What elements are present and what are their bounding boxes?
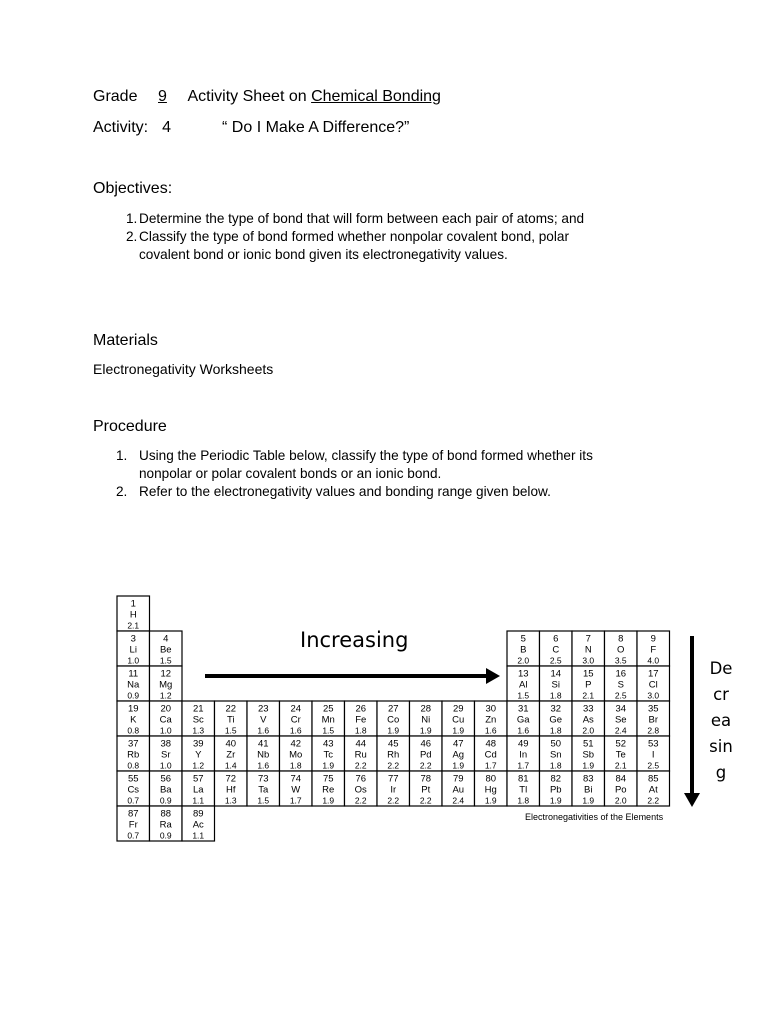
element-cell-zn <box>475 701 508 736</box>
element-number: 19 <box>127 703 139 715</box>
element-symbol: At <box>648 784 658 796</box>
element-symbol: Ru <box>354 749 367 761</box>
element-cell-in <box>507 736 540 771</box>
element-cell-c <box>540 631 573 666</box>
element-electronegativity: 2.2 <box>387 795 400 806</box>
element-cell-mo <box>280 736 313 771</box>
element-symbol: W <box>291 784 301 796</box>
element-cell-sr <box>150 736 183 771</box>
element-cell-as <box>572 701 605 736</box>
element-electronegativity: 1.9 <box>549 795 562 806</box>
element-cell-pb <box>540 771 573 806</box>
element-number: 56 <box>160 773 172 785</box>
element-cell-b <box>507 631 540 666</box>
element-symbol: Fe <box>355 714 367 726</box>
element-symbol: Cd <box>484 749 497 761</box>
element-symbol: K <box>130 714 137 726</box>
element-electronegativity: 1.0 <box>127 655 140 666</box>
element-cell-p <box>572 666 605 701</box>
element-cell-la <box>182 771 215 806</box>
element-number: 32 <box>550 703 562 715</box>
element-electronegativity: 1.8 <box>354 725 367 736</box>
element-number: 45 <box>387 738 399 750</box>
element-number: 35 <box>647 703 659 715</box>
element-symbol: Y <box>195 749 202 761</box>
element-symbol: Ta <box>258 784 269 796</box>
element-cell-hf <box>215 771 248 806</box>
element-symbol: Cl <box>648 679 658 691</box>
element-electronegativity: 2.2 <box>354 760 367 771</box>
element-symbol: Al <box>519 679 528 691</box>
element-symbol: Ni <box>421 714 431 726</box>
element-symbol: Sr <box>161 749 171 761</box>
element-electronegativity: 1.9 <box>484 795 497 806</box>
element-electronegativity: 1.8 <box>549 690 562 701</box>
element-electronegativity: 1.4 <box>224 760 237 771</box>
element-electronegativity: 1.8 <box>517 795 530 806</box>
element-number: 13 <box>517 668 529 680</box>
element-symbol: Rb <box>127 749 140 761</box>
element-cell-ni <box>410 701 443 736</box>
element-electronegativity: 2.1 <box>127 620 140 631</box>
element-electronegativity: 2.1 <box>614 760 627 771</box>
element-symbol: V <box>260 714 267 726</box>
element-electronegativity: 2.2 <box>419 760 432 771</box>
element-electronegativity: 1.9 <box>452 760 465 771</box>
procedure-item-continued: nonpolar or polar covalent bonds or an ionic bond. <box>139 466 442 481</box>
element-cell-o <box>605 631 638 666</box>
element-cell-na <box>117 666 150 701</box>
element-number: 8 <box>618 633 624 645</box>
element-electronegativity: 1.9 <box>419 725 432 736</box>
element-electronegativity: 1.2 <box>192 760 205 771</box>
element-number: 42 <box>290 738 302 750</box>
element-cell-ge <box>540 701 573 736</box>
element-cell-ti <box>215 701 248 736</box>
element-cell-ba <box>150 771 183 806</box>
element-electronegativity: 1.9 <box>322 795 335 806</box>
element-cell-ca <box>150 701 183 736</box>
element-electronegativity: 1.9 <box>322 760 335 771</box>
element-number: 20 <box>160 703 172 715</box>
element-cell-h <box>117 596 150 631</box>
materials-heading: Materials <box>93 332 158 349</box>
element-number: 82 <box>550 773 562 785</box>
element-cell-co <box>377 701 410 736</box>
element-number: 74 <box>290 773 302 785</box>
element-symbol: Br <box>648 714 658 726</box>
element-number: 41 <box>257 738 269 750</box>
element-number: 7 <box>585 633 591 645</box>
element-cell-s <box>605 666 638 701</box>
element-number: 14 <box>550 668 562 680</box>
element-symbol: N <box>584 644 592 656</box>
procedure-item: 1. Using the Periodic Table below, classify the type of bond formed whether its <box>116 448 593 463</box>
element-symbol: Mg <box>159 679 173 691</box>
element-cell-bi <box>572 771 605 806</box>
element-symbol: Cu <box>452 714 465 726</box>
element-number: 87 <box>127 808 139 820</box>
element-number: 43 <box>322 738 334 750</box>
element-cell-ga <box>507 701 540 736</box>
element-symbol: Ra <box>159 819 172 831</box>
element-symbol: Bi <box>584 784 593 796</box>
element-electronegativity: 2.0 <box>582 725 595 736</box>
element-electronegativity: 0.8 <box>127 725 140 736</box>
element-cell-mn <box>312 701 345 736</box>
element-cell-br <box>637 701 670 736</box>
element-cell-ac <box>182 806 215 841</box>
element-cell-cs <box>117 771 150 806</box>
element-number: 78 <box>420 773 432 785</box>
element-symbol: Ge <box>549 714 563 726</box>
element-symbol: Mo <box>289 749 303 761</box>
element-number: 52 <box>615 738 627 750</box>
element-symbol: Li <box>129 644 137 656</box>
element-number: 24 <box>290 703 302 715</box>
element-symbol: Ac <box>192 819 204 831</box>
element-number: 72 <box>225 773 237 785</box>
topic-title: Chemical Bonding <box>311 88 441 105</box>
element-symbol: Se <box>614 714 627 726</box>
element-symbol: La <box>192 784 204 796</box>
element-electronegativity: 2.2 <box>419 795 432 806</box>
element-symbol: Rh <box>387 749 400 761</box>
objective-item-continued: covalent bond or ionic bond given its electronegativity values. <box>139 247 508 262</box>
element-electronegativity: 0.9 <box>159 795 172 806</box>
element-number: 75 <box>322 773 334 785</box>
element-cell-li <box>117 631 150 666</box>
element-cell-te <box>605 736 638 771</box>
element-symbol: Au <box>452 784 465 796</box>
element-number: 84 <box>615 773 627 785</box>
element-number: 1 <box>130 598 136 610</box>
element-symbol: B <box>520 644 527 656</box>
element-electronegativity: 1.6 <box>484 725 497 736</box>
element-cell-cr <box>280 701 313 736</box>
element-number: 47 <box>452 738 464 750</box>
element-cell-cd <box>475 736 508 771</box>
element-electronegativity: 2.1 <box>582 690 595 701</box>
element-symbol: Sn <box>549 749 562 761</box>
element-number: 88 <box>160 808 172 820</box>
element-electronegativity: 1.5 <box>159 655 172 666</box>
element-cell-ra <box>150 806 183 841</box>
element-symbol: Be <box>159 644 172 656</box>
element-number: 83 <box>582 773 594 785</box>
element-symbol: F <box>650 644 657 656</box>
element-number: 53 <box>647 738 659 750</box>
decreasing-label: De cr ea sin g <box>709 659 733 782</box>
element-symbol: Pt <box>421 784 431 796</box>
element-number: 33 <box>582 703 594 715</box>
element-symbol: Ga <box>516 714 530 726</box>
element-cell-tl <box>507 771 540 806</box>
element-cell-zr <box>215 736 248 771</box>
increasing-label: Increasing <box>300 628 409 652</box>
element-number: 17 <box>647 668 659 680</box>
element-cell-hg <box>475 771 508 806</box>
element-electronegativity: 1.0 <box>159 760 172 771</box>
element-number: 81 <box>517 773 529 785</box>
element-number: 49 <box>517 738 529 750</box>
element-number: 4 <box>163 633 169 645</box>
element-number: 37 <box>127 738 139 750</box>
element-symbol: Sc <box>192 714 204 726</box>
element-number: 51 <box>582 738 594 750</box>
activity-sheet-text: Activity Sheet on <box>187 88 307 105</box>
element-electronegativity: 2.8 <box>647 725 660 736</box>
element-number: 28 <box>420 703 432 715</box>
element-electronegativity: 2.0 <box>614 795 627 806</box>
element-symbol: Sb <box>582 749 595 761</box>
element-cell-i <box>637 736 670 771</box>
element-symbol: C <box>552 644 560 656</box>
element-symbol: Ba <box>159 784 172 796</box>
element-symbol: Zr <box>226 749 236 761</box>
element-number: 22 <box>225 703 237 715</box>
element-symbol: Po <box>614 784 627 796</box>
element-number: 85 <box>647 773 659 785</box>
element-symbol: Tc <box>323 749 333 761</box>
element-cell-re <box>312 771 345 806</box>
element-cell-pt <box>410 771 443 806</box>
element-number: 40 <box>225 738 237 750</box>
element-electronegativity: 2.4 <box>614 725 627 736</box>
element-number: 73 <box>257 773 269 785</box>
element-symbol: Cr <box>290 714 301 726</box>
element-electronegativity: 2.5 <box>549 655 562 666</box>
element-cell-y <box>182 736 215 771</box>
objective-item: 2. Classify the type of bond formed whether nonpolar covalent bond, polar <box>126 229 569 244</box>
element-symbol: Ti <box>226 714 235 726</box>
element-number: 11 <box>128 668 139 680</box>
element-electronegativity: 1.2 <box>159 690 172 701</box>
element-number: 23 <box>257 703 269 715</box>
element-cell-se <box>605 701 638 736</box>
element-number: 38 <box>160 738 172 750</box>
element-electronegativity: 1.3 <box>192 725 205 736</box>
element-electronegativity: 3.0 <box>647 690 660 701</box>
objectives-heading: Objectives: <box>93 180 173 197</box>
element-electronegativity: 1.9 <box>452 725 465 736</box>
element-symbol: Pd <box>419 749 432 761</box>
element-symbol: Hg <box>484 784 497 796</box>
element-cell-sn <box>540 736 573 771</box>
element-symbol: S <box>617 679 624 691</box>
figure-caption: Electronegativities of the Elements <box>525 812 664 822</box>
element-cell-si <box>540 666 573 701</box>
element-electronegativity: 1.9 <box>582 760 595 771</box>
element-symbol: As <box>582 714 594 726</box>
grade-label: Grade <box>93 88 138 105</box>
element-electronegativity: 1.1 <box>192 830 205 841</box>
element-cell-tc <box>312 736 345 771</box>
element-number: 26 <box>355 703 367 715</box>
grade-value: 9 <box>158 88 167 105</box>
element-number: 57 <box>192 773 204 785</box>
element-symbol: Na <box>127 679 140 691</box>
element-electronegativity: 2.4 <box>452 795 465 806</box>
element-number: 89 <box>192 808 204 820</box>
materials-text: Electronegativity Worksheets <box>93 361 274 377</box>
element-symbol: Te <box>615 749 626 761</box>
element-electronegativity: 2.5 <box>647 760 660 771</box>
element-number: 79 <box>452 773 464 785</box>
element-electronegativity: 3.0 <box>582 655 595 666</box>
element-cell-f <box>637 631 670 666</box>
element-cell-at <box>637 771 670 806</box>
element-number: 46 <box>420 738 432 750</box>
element-symbol: Ag <box>452 749 465 761</box>
element-number: 16 <box>615 668 627 680</box>
element-symbol: Si <box>551 679 560 691</box>
procedure-heading: Procedure <box>93 418 167 435</box>
element-symbol: Os <box>354 784 367 796</box>
element-cell-mg <box>150 666 183 701</box>
element-symbol: Fr <box>128 819 138 831</box>
element-number: 48 <box>485 738 497 750</box>
element-number: 50 <box>550 738 562 750</box>
element-electronegativity: 0.9 <box>127 690 140 701</box>
element-symbol: Ir <box>390 784 397 796</box>
procedure-item: 2. Refer to the electronegativity values and bonding range given below. <box>116 484 551 499</box>
element-cell-cl <box>637 666 670 701</box>
element-number: 34 <box>615 703 627 715</box>
element-symbol: Co <box>387 714 400 726</box>
element-electronegativity: 0.7 <box>127 795 140 806</box>
element-electronegativity: 0.8 <box>127 760 140 771</box>
element-electronegativity: 1.6 <box>257 725 270 736</box>
element-electronegativity: 2.2 <box>647 795 660 806</box>
element-electronegativity: 1.3 <box>224 795 237 806</box>
element-cell-n <box>572 631 605 666</box>
element-electronegativity: 2.2 <box>387 760 400 771</box>
element-cell-v <box>247 701 280 736</box>
element-number: 31 <box>517 703 529 715</box>
element-cell-os <box>345 771 378 806</box>
element-electronegativity: 1.7 <box>289 795 302 806</box>
element-symbol: Hf <box>226 784 236 796</box>
element-cell-al <box>507 666 540 701</box>
element-cell-sc <box>182 701 215 736</box>
element-cell-ru <box>345 736 378 771</box>
element-cell-fr <box>117 806 150 841</box>
element-symbol: I <box>651 749 655 761</box>
element-cell-w <box>280 771 313 806</box>
element-symbol: Cs <box>127 784 140 796</box>
element-cell-po <box>605 771 638 806</box>
element-number: 21 <box>192 703 204 715</box>
element-symbol: O <box>617 644 625 656</box>
element-number: 77 <box>387 773 399 785</box>
element-cell-rh <box>377 736 410 771</box>
element-number: 44 <box>355 738 367 750</box>
element-electronegativity: 1.0 <box>159 725 172 736</box>
element-electronegativity: 1.1 <box>192 795 205 806</box>
element-electronegativity: 2.2 <box>354 795 367 806</box>
element-electronegativity: 2.0 <box>517 655 530 666</box>
element-symbol: Zn <box>485 714 497 726</box>
element-electronegativity: 1.5 <box>224 725 237 736</box>
element-number: 25 <box>322 703 334 715</box>
element-number: 12 <box>160 668 172 680</box>
element-electronegativity: 4.0 <box>647 655 660 666</box>
element-number: 39 <box>192 738 204 750</box>
element-electronegativity: 3.5 <box>614 655 627 666</box>
element-cell-nb <box>247 736 280 771</box>
element-cell-sb <box>572 736 605 771</box>
element-cell-pd <box>410 736 443 771</box>
element-number: 3 <box>130 633 136 645</box>
element-number: 5 <box>520 633 526 645</box>
element-number: 29 <box>452 703 464 715</box>
element-electronegativity: 1.8 <box>549 725 562 736</box>
element-electronegativity: 2.5 <box>614 690 627 701</box>
element-number: 76 <box>355 773 367 785</box>
element-symbol: Nb <box>257 749 270 761</box>
element-electronegativity: 1.6 <box>257 760 270 771</box>
element-number: 15 <box>582 668 594 680</box>
element-symbol: Ca <box>159 714 172 726</box>
element-electronegativity: 0.9 <box>159 830 172 841</box>
element-symbol: Tl <box>519 784 528 796</box>
element-cell-be <box>150 631 183 666</box>
increasing-arrow-icon <box>205 668 500 684</box>
element-cell-ta <box>247 771 280 806</box>
element-cell-cu <box>442 701 475 736</box>
element-electronegativity: 1.8 <box>549 760 562 771</box>
element-electronegativity: 1.7 <box>517 760 530 771</box>
element-number: 55 <box>127 773 139 785</box>
element-number: 30 <box>485 703 497 715</box>
element-electronegativity: 1.6 <box>517 725 530 736</box>
element-symbol: In <box>519 749 528 761</box>
activity-number: 4 <box>162 119 172 136</box>
element-electronegativity: 1.7 <box>484 760 497 771</box>
activity-label: Activity: <box>93 119 149 136</box>
element-cell-ag <box>442 736 475 771</box>
element-electronegativity: 1.5 <box>322 725 335 736</box>
element-symbol: Mn <box>321 714 335 726</box>
element-symbol: P <box>585 679 592 691</box>
element-cell-k <box>117 701 150 736</box>
element-symbol: H <box>129 609 137 621</box>
element-cell-rb <box>117 736 150 771</box>
element-electronegativity: 1.9 <box>582 795 595 806</box>
element-electronegativity: 1.9 <box>387 725 400 736</box>
element-cell-ir <box>377 771 410 806</box>
element-cell-au <box>442 771 475 806</box>
activity-title: “ Do I Make A Difference?” <box>222 119 410 136</box>
element-number: 27 <box>387 703 399 715</box>
element-symbol: Pb <box>549 784 562 796</box>
element-number: 6 <box>553 633 559 645</box>
element-electronegativity: 1.6 <box>289 725 302 736</box>
element-electronegativity: 1.5 <box>517 690 530 701</box>
element-electronegativity: 1.8 <box>289 760 302 771</box>
decreasing-arrow-icon <box>684 636 700 807</box>
element-electronegativity: 0.7 <box>127 830 140 841</box>
element-number: 9 <box>650 633 656 645</box>
objective-item: 1. Determine the type of bond that will form between each pair of atoms; and <box>126 211 585 226</box>
element-number: 80 <box>485 773 497 785</box>
element-cell-fe <box>345 701 378 736</box>
element-symbol: Re <box>322 784 335 796</box>
element-electronegativity: 1.5 <box>257 795 270 806</box>
